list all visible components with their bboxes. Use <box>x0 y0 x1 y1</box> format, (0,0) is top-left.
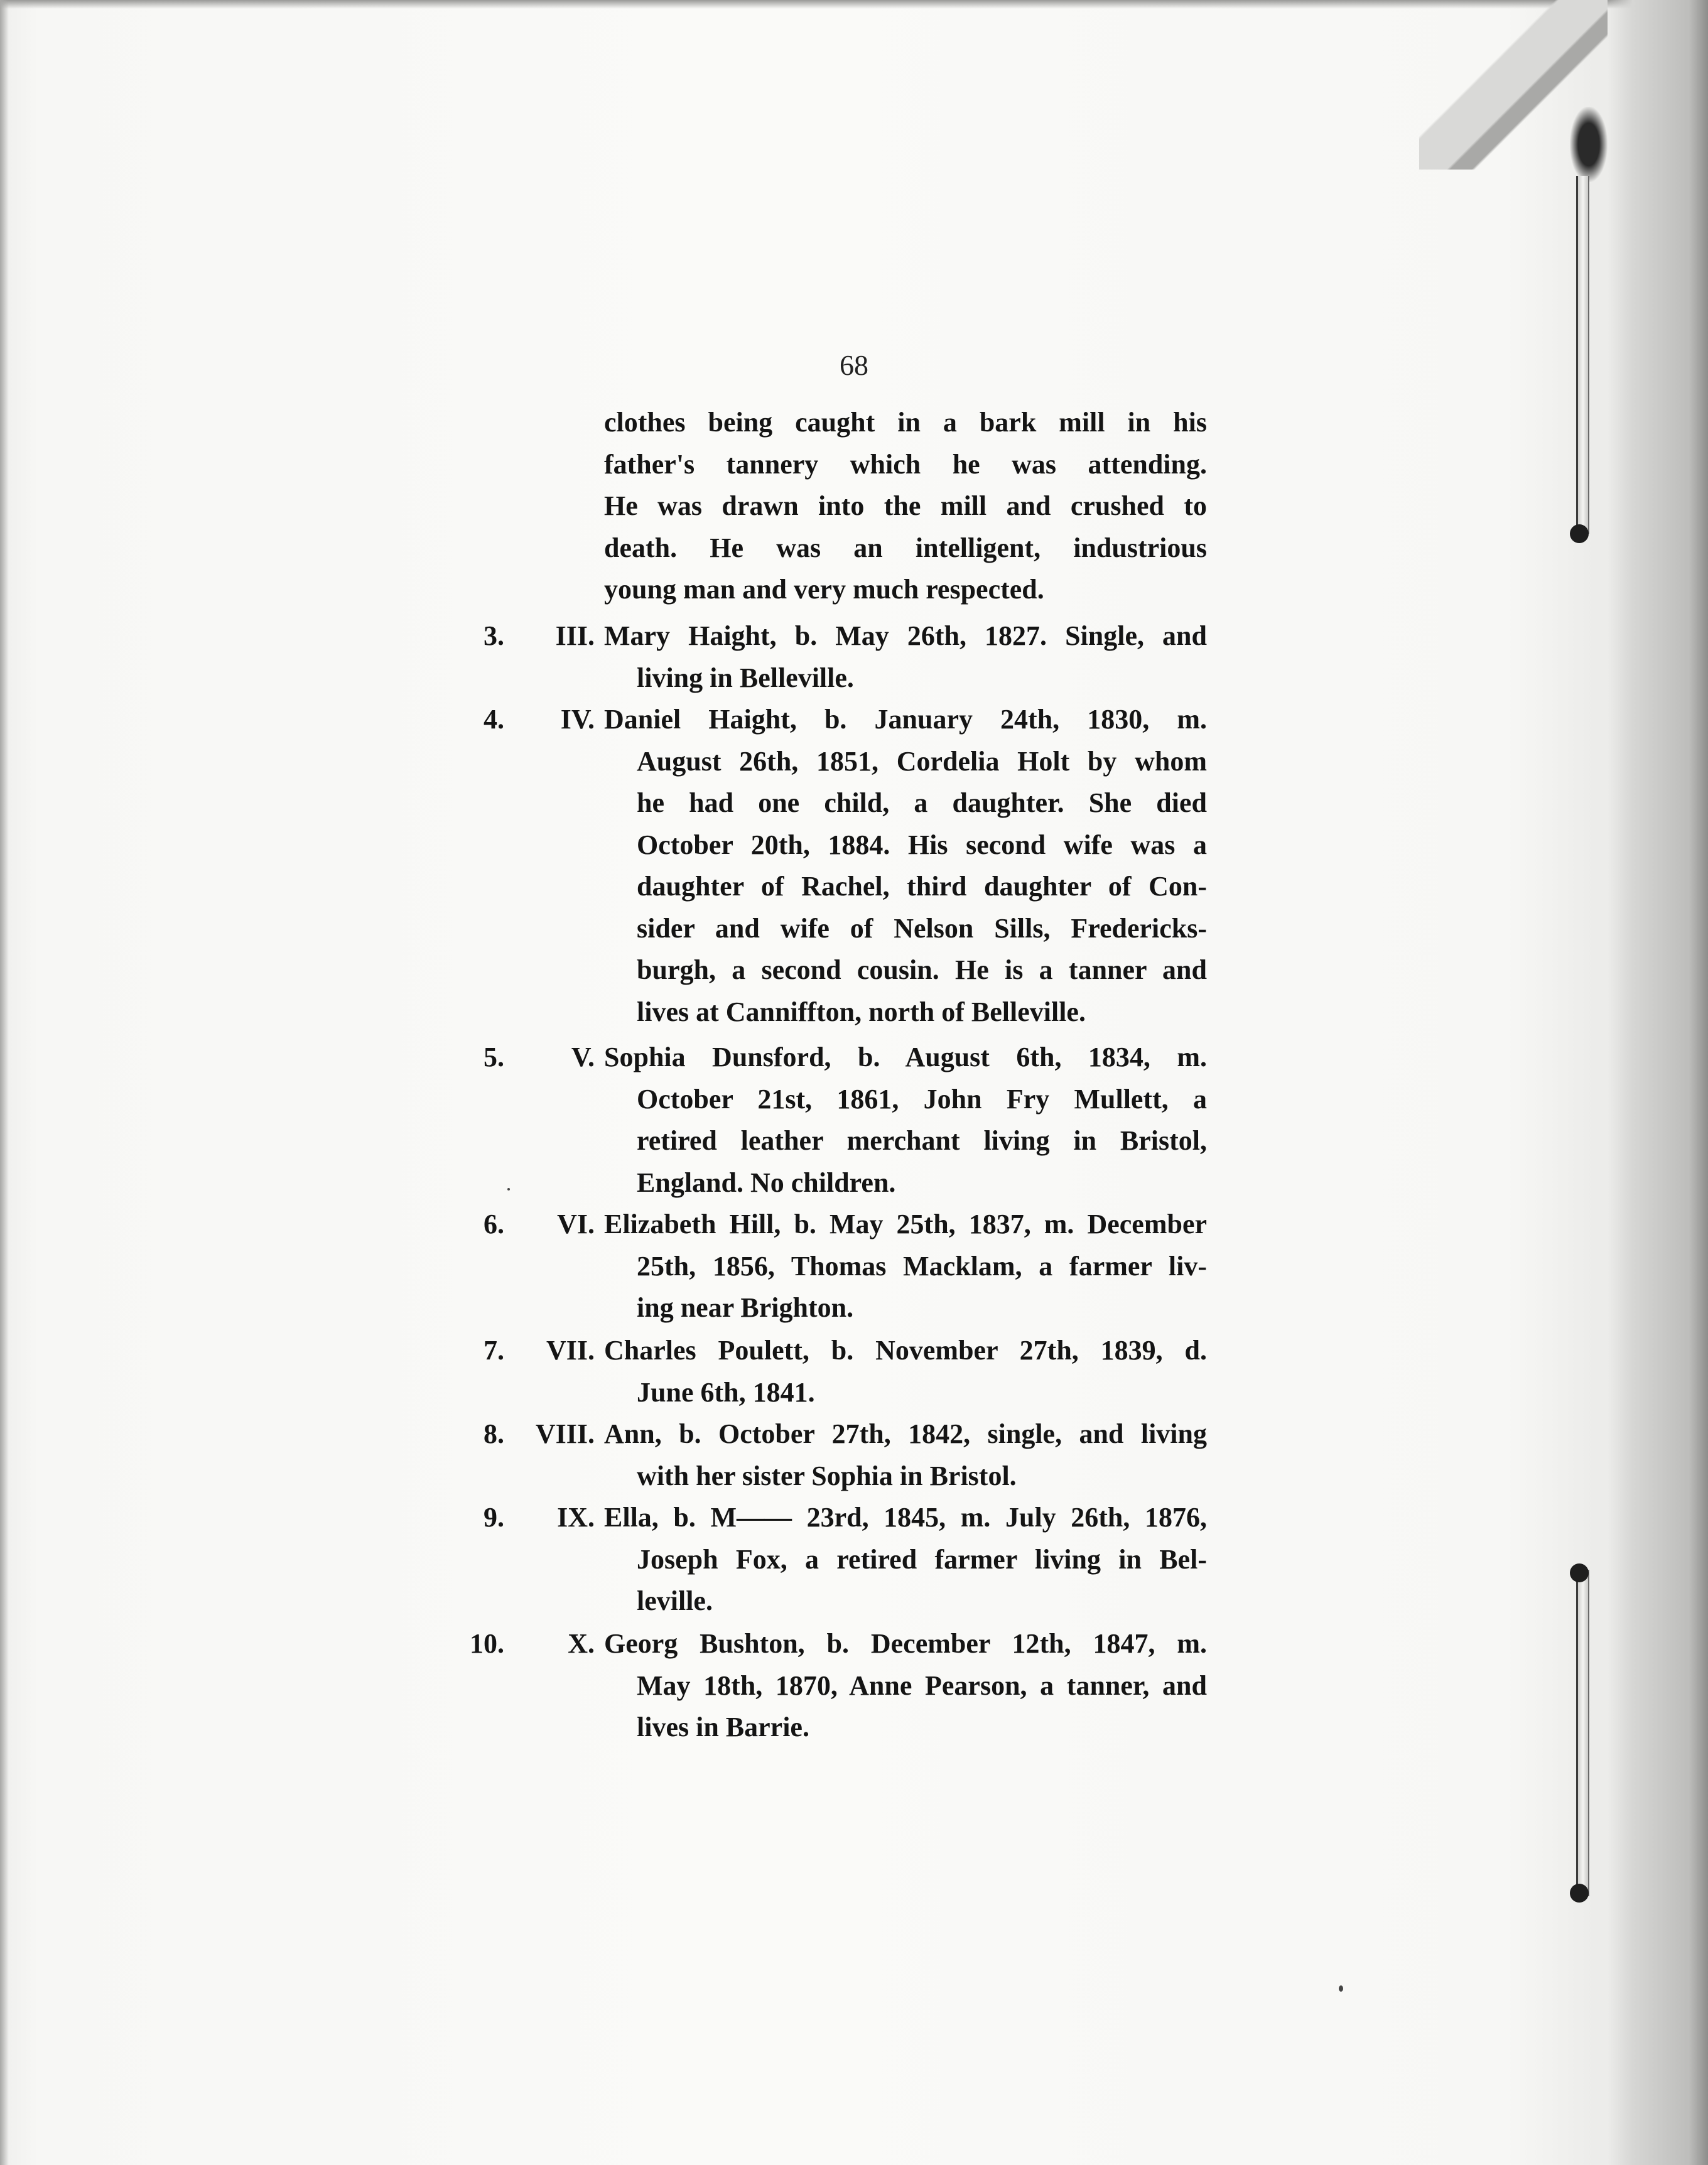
text-line: death. He was an intelligent, industrious <box>604 532 1207 563</box>
text-line: ing near Brighton. <box>637 1292 854 1323</box>
entry-number: 9. <box>484 1502 504 1533</box>
text-line: June 6th, 1841. <box>637 1376 815 1408</box>
text-line: retired leather merchant living in Bristol, <box>637 1125 1207 1156</box>
text-line: sider and wife of Nelson Sills, Fredericks- <box>637 912 1207 944</box>
ink-speck <box>1339 1985 1343 1992</box>
ink-speck <box>507 1188 510 1190</box>
entry-text <box>604 699 1207 1033</box>
text-line: daughter of Rachel, third daughter of Con- <box>637 871 1207 902</box>
entry-text <box>604 1413 1207 1497</box>
entry-number: 4. <box>484 704 504 735</box>
text-line: leville. <box>637 1585 713 1616</box>
text-line: August 26th, 1851, Cordelia Holt by whom <box>637 745 1207 777</box>
binding-tape-bottom <box>1576 1570 1589 1896</box>
text-line: father's tannery which he was attending. <box>604 448 1207 480</box>
binding-knot-bottom <box>1570 1884 1589 1903</box>
entry-text <box>604 1497 1207 1622</box>
text-line: October 20th, 1884. His second wife was a <box>637 829 1207 860</box>
entry-text <box>604 1037 1207 1204</box>
entry-number: 6. <box>484 1209 504 1239</box>
text-line: Mary Haight, b. May 26th, 1827. Single, and <box>604 620 1207 651</box>
text-line: Georg Bushton, b. December 12th, 1847, m. <box>604 1628 1207 1659</box>
text-line: Charles Poulett, b. November 27th, 1839, d. <box>604 1335 1207 1366</box>
entry-roman-numeral: X. <box>568 1628 595 1659</box>
text-line: Ella, b. M—— 23rd, 1845, m. July 26th, 1876, <box>604 1502 1207 1533</box>
entry-roman-numeral: IV. <box>560 704 595 735</box>
page-number: 68 <box>840 349 868 381</box>
text-line: England. No children. <box>637 1167 896 1198</box>
entry-number: 8. <box>484 1418 504 1449</box>
text-line: burgh, a second cousin. He is a tanner and <box>637 954 1207 985</box>
entry-text <box>604 1204 1207 1329</box>
binding-knot-top <box>1570 524 1589 543</box>
text-line: Joseph Fox, a retired farmer living in Bel- <box>637 1543 1207 1575</box>
text-line: with her sister Sophia in Bristol. <box>637 1460 1017 1491</box>
text-line: living in Belleville. <box>637 662 854 693</box>
entry-text <box>604 615 1207 699</box>
entry-text <box>604 1623 1207 1749</box>
continuation-paragraph <box>604 402 1207 611</box>
page-edge-left <box>0 0 9 2165</box>
entry-number: 5. <box>484 1042 504 1072</box>
text-line: 25th, 1856, Thomas Macklam, a farmer liv- <box>637 1250 1207 1282</box>
binding-tape-top <box>1576 176 1589 534</box>
entry-number: 3. <box>484 620 504 651</box>
text-line: October 21st, 1861, John Fry Mullett, a <box>637 1083 1207 1115</box>
entry-roman-numeral: IX. <box>557 1502 595 1533</box>
entry-roman-numeral: V. <box>571 1042 595 1072</box>
text-line: lives at Canniffton, north of Belleville. <box>637 996 1086 1027</box>
entry-roman-numeral: VI. <box>557 1209 595 1239</box>
entry-roman-numeral: VII. <box>546 1335 595 1366</box>
entry-roman-numeral: III. <box>555 620 595 651</box>
text-line: Sophia Dunsford, b. August 6th, 1834, m. <box>604 1042 1207 1072</box>
text-line: He was drawn into the mill and crushed to <box>604 490 1207 521</box>
binding-knot-middle <box>1570 1563 1589 1582</box>
text-line: young man and very much respected. <box>604 574 1044 605</box>
entry-text <box>604 1330 1207 1413</box>
text-line: clothes being caught in a bark mill in his <box>604 407 1207 438</box>
text-line: lives in Barrie. <box>637 1712 809 1742</box>
text-line: Daniel Haight, b. January 24th, 1830, m. <box>604 704 1207 735</box>
torn-corner-mark <box>1570 107 1608 182</box>
text-line: May 18th, 1870, Anne Pearson, a tanner, and <box>637 1670 1207 1701</box>
text-line: Elizabeth Hill, b. May 25th, 1837, m. December <box>604 1209 1207 1239</box>
entry-number: 7. <box>484 1335 504 1366</box>
text-line: he had one child, a daughter. She died <box>637 787 1207 818</box>
entry-roman-numeral: VIII. <box>535 1418 595 1449</box>
binding-shadow <box>1608 0 1708 2165</box>
text-line: Ann, b. October 27th, 1842, single, and living <box>604 1418 1207 1449</box>
entry-number: 10. <box>470 1628 504 1659</box>
